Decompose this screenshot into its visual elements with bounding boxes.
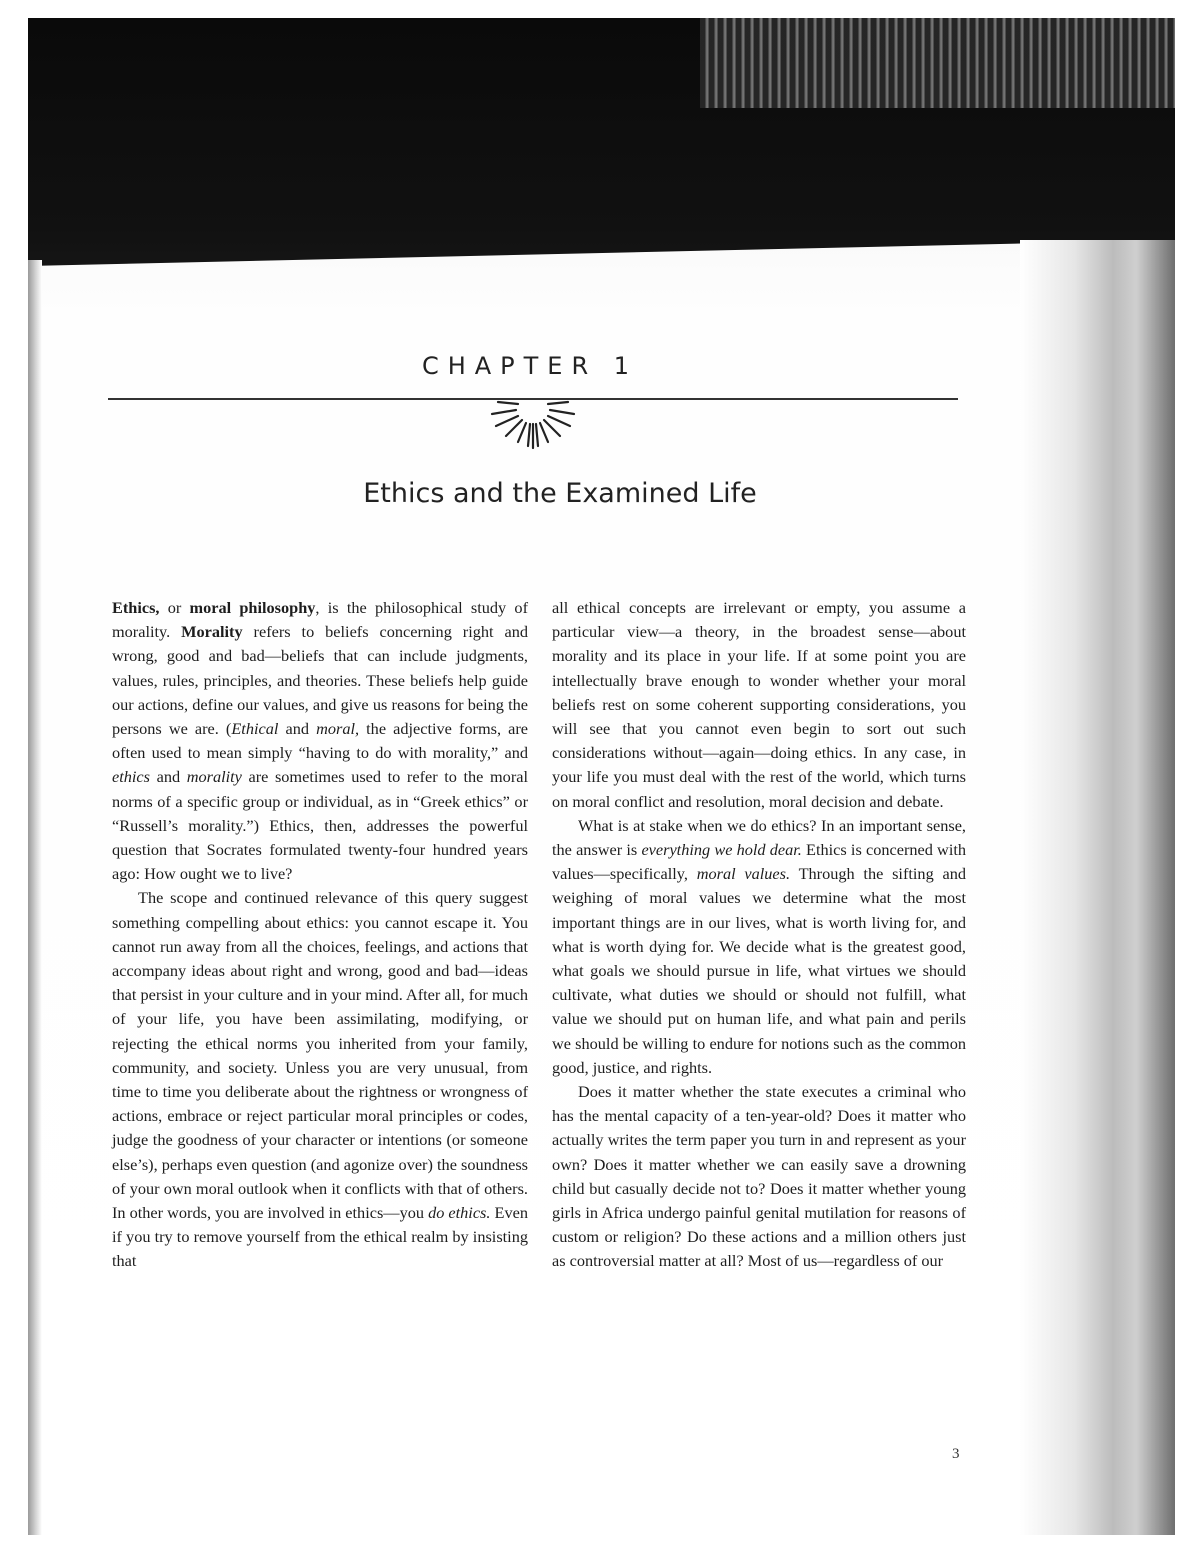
paragraph: Ethics, or moral philosophy, is the philosophical study of morality. Morality refers to beliefs concerning right and wrong, good and bad—beliefs that can include judgments, values, rules, principles, and theories. These beliefs help guide our actions, define our values, and give us reasons for being the persons we are. (Ethical and moral, the adjective forms, are often used to mean simply “having to do with morality,” and ethics and morality are sometimes used to refer to the moral norms of a specific group or individual, as in “Greek ethics” or “Russell’s morality.”) Ethics, then, addresses the powerful question that Socrates formulated twenty-four hundred years ago: How ought we to live? bbox=[112, 598, 528, 884]
chapter-label: CHAPTER 1 bbox=[421, 352, 639, 380]
paragraph: What is at stake when we do ethics? In an important sense, the answer is everything we hold dear. Ethics is concerned with values—specifically, moral values. Through the sifting and weighing of moral values we determine what the most important things are in our lives, what is worth living for, and what is worth dying for. We decide what is the greatest good, what goals we should pursue in life, what virtues we should cultivate, what duties we should or should not fulfill, what value we should put on human life, and what pain and perils we should be willing to endure for notions such as the common good, justice, and rights. bbox=[552, 815, 967, 1077]
left-text-column bbox=[112, 596, 528, 1274]
sunburst-ornament-icon bbox=[478, 396, 588, 456]
page-edge-shadow bbox=[1020, 240, 1175, 1535]
chapter-title: Ethics and the Examined Life bbox=[363, 478, 757, 509]
paragraph: Does it matter whether the state executes a criminal who has the mental capacity of a ten-year-old? Does it matter who actually writes the term paper you turn in and represent as your own? Does it matter whether we can easily save a drowning child but casually decide not to? Does it matter whether young girls in Africa undergo painful genital mutilation for reasons of custom or religion? Do these actions and a million others just as controversial matter at all? Most of us—regardless of our bbox=[552, 1082, 966, 1271]
paragraph: all ethical concepts are irrelevant or empty, you assume a particular view—a theory, in the broadest sense—about morality and its place in your life. If at some point you are intellectually brave enough to wonder whether your moral beliefs rest on some coherent supporting considerations, you will see that you cannot even begin to sort out such considerations without—again—doing ethics. In any case, in your life you must deal with the rest of the world, which turns on moral conflict and resolution, moral decision and debate. bbox=[552, 598, 966, 811]
page-number: 3 bbox=[952, 1446, 960, 1462]
paragraph: The scope and continued relevance of this query suggest something compelling about ethics: you cannot escape it. You cannot run away from all the choices, feelings, and actions that accompany ideas about right and wrong, good and bad—ideas that persist in your culture and in your mind. After all, for much of your life, you have been assimilating, modifying, or rejecting the ethical norms you inherited from your family, community, and society. Unless you are very unusual, from time to time you deliberate about the rightness or wrongness of actions, embrace or reject particular moral principles or codes, judge the goodness of your character or intentions (or someone else’s), perhaps even question (and agonize over) the soundness of your own moral outlook when it conflicts with that of others. In other words, you are involved in ethics—you do ethics. Even if you try to remove yourself from the ethical realm by insisting that bbox=[112, 888, 528, 1271]
page-gutter-shadow bbox=[28, 260, 42, 1535]
right-text-column bbox=[552, 596, 966, 1274]
scan-stripe-artifact bbox=[700, 18, 1175, 108]
